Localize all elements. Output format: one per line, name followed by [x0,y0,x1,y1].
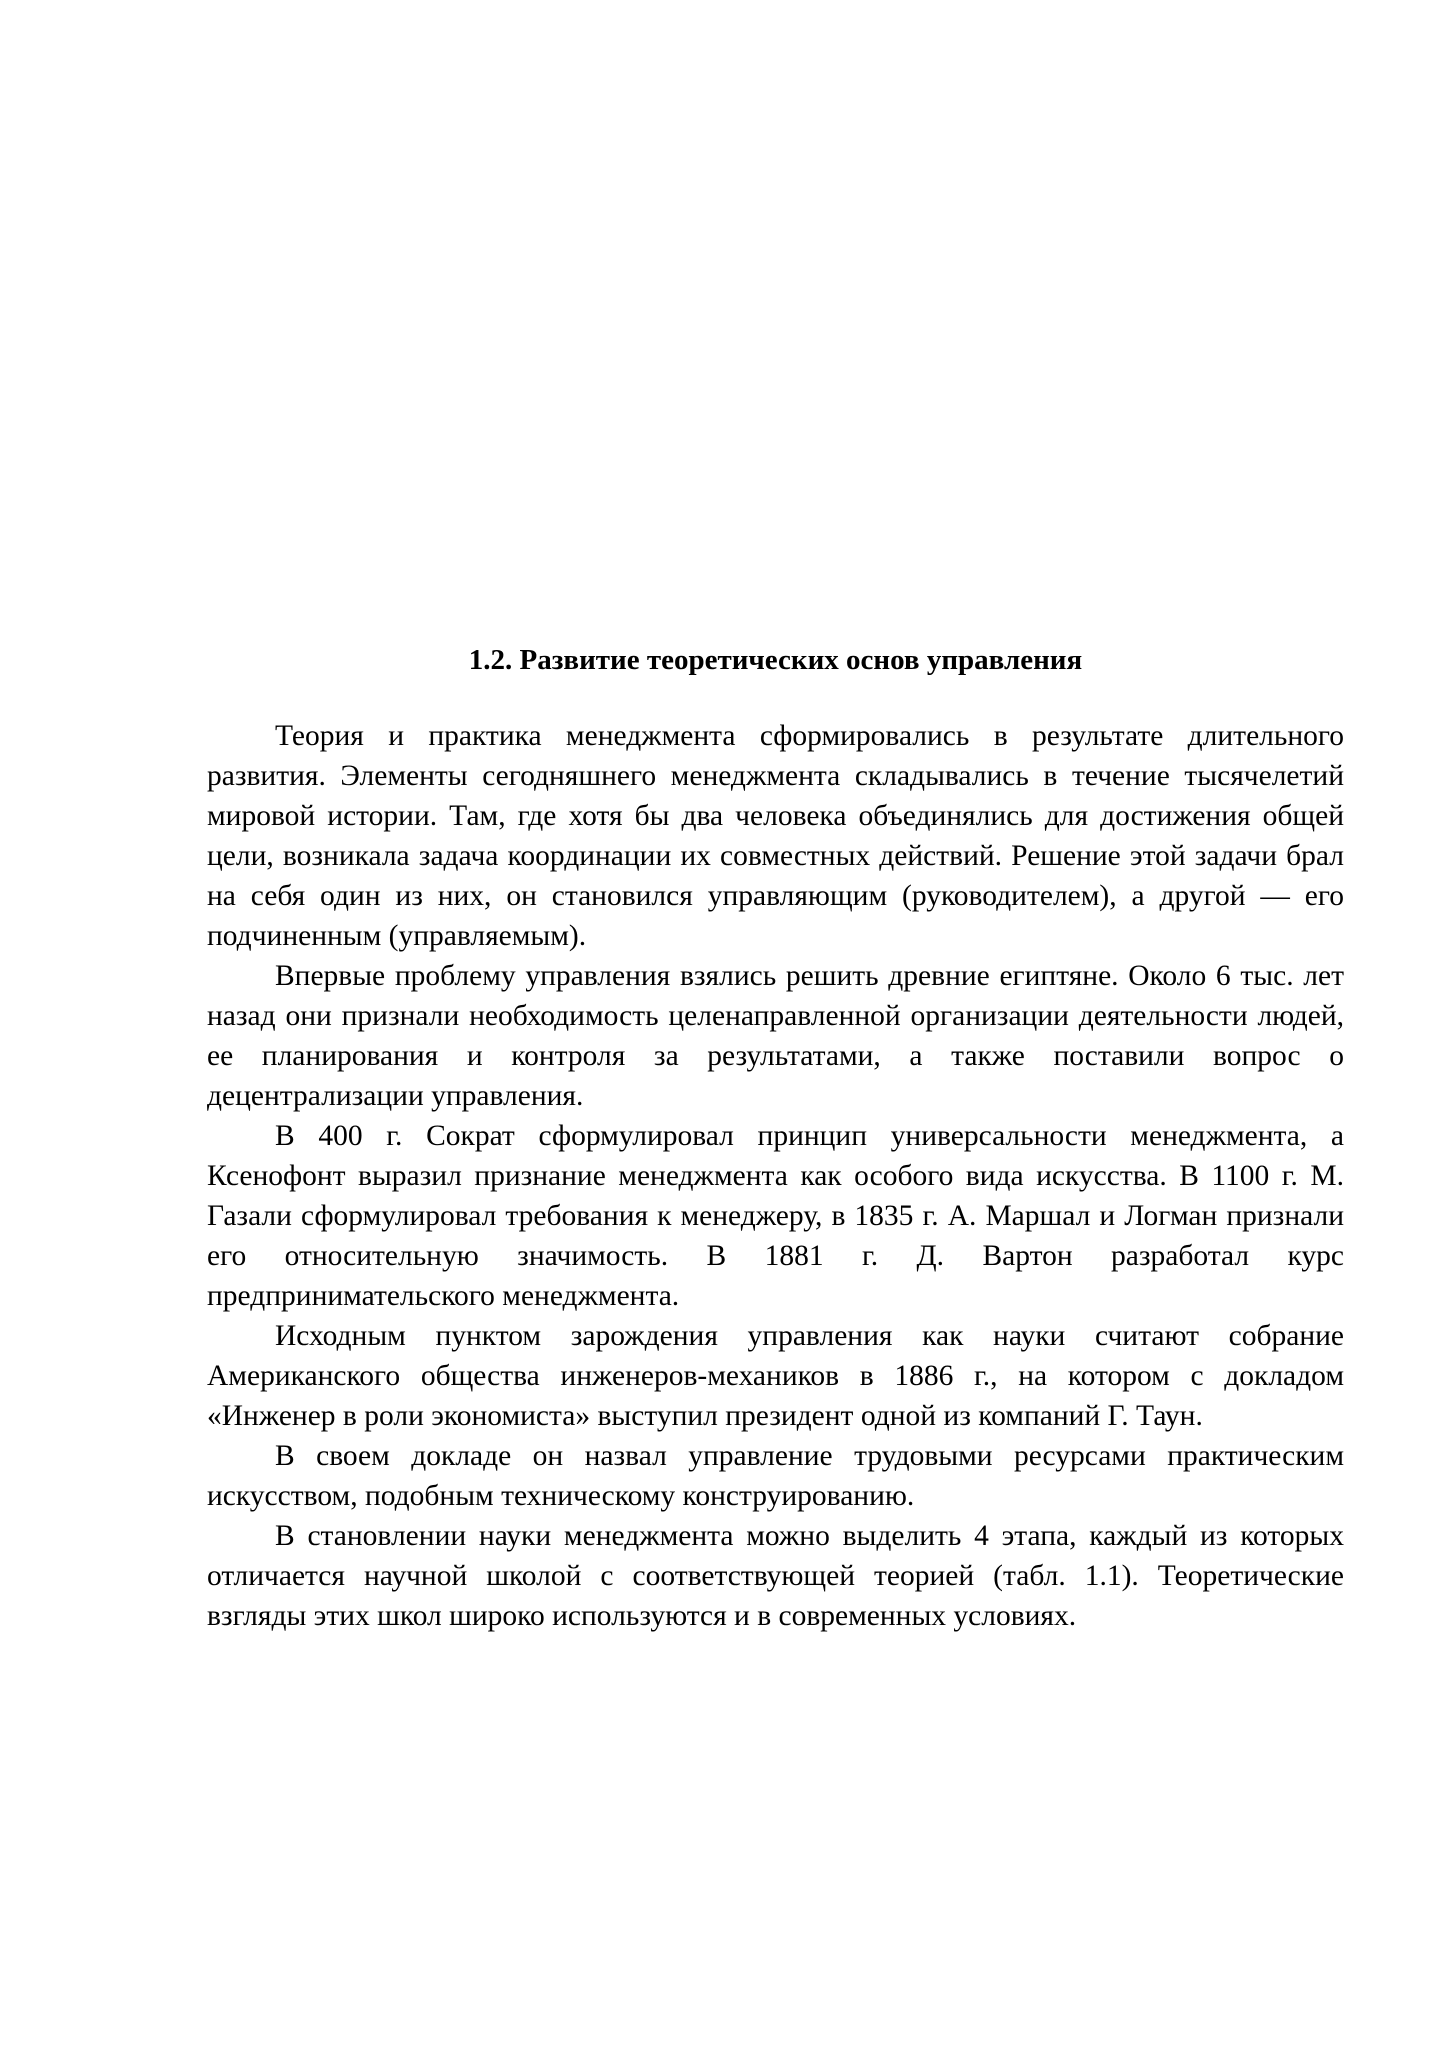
paragraph-1: Теория и практика менеджмента сформировались в результате длительного развития. Элементы сегодняшнего менеджмента складывались в течение тысячелетий мировой истории. Там, где хотя бы два человека объединялись для достижения общей цели, возникала задача координации их совместных действий. Решение этой задачи брал на себя один из них, он становился управляющим (руководителем), а другой — его подчиненным (управляемым). [207,720,1344,952]
paragraph-2: Впервые проблему управления взялись решить древние египтяне. Около 6 тыс. лет назад они признали необходимость целенаправленной организации деятельности людей, ее планирования и контроля за результатами, а также поставили вопрос о децентрализации управления. [207,960,1344,1112]
paragraph-5: В своем докладе он назвал управление трудовыми ресурсами практическим искусством, подобным техническому конструированию. [207,1440,1344,1512]
section-title: 1.2. Развитие теоретических основ управления [468,644,1083,676]
document-body [207,640,1344,1636]
paragraph-3: В 400 г. Сократ сформулировал принцип универсальности менеджмента, а Ксенофонт выразил признание менеджмента как особого вида искусства. В 1100 г. М. Газали сформулировал требования к менеджеру, в 1835 г. А. Маршал и Логман признали его относительную значимость. В 1881 г. Д. Вартон разработал курс предпринимательского менеджмента. [207,1120,1344,1312]
paragraph-6: В становлении науки менеджмента можно выделить 4 этапа, каждый из которых отличается научной школой с соответствующей теорией (табл. 1.1). Теоретические взгляды этих школ широко используются и в современных условиях. [207,1520,1344,1632]
paragraph-4: Исходным пунктом зарождения управления как науки считают собрание Американского общества инженеров-механиков в 1886 г., на котором с докладом «Инженер в роли экономиста» выступил президент одной из компаний Г. Таун. [207,1320,1344,1432]
